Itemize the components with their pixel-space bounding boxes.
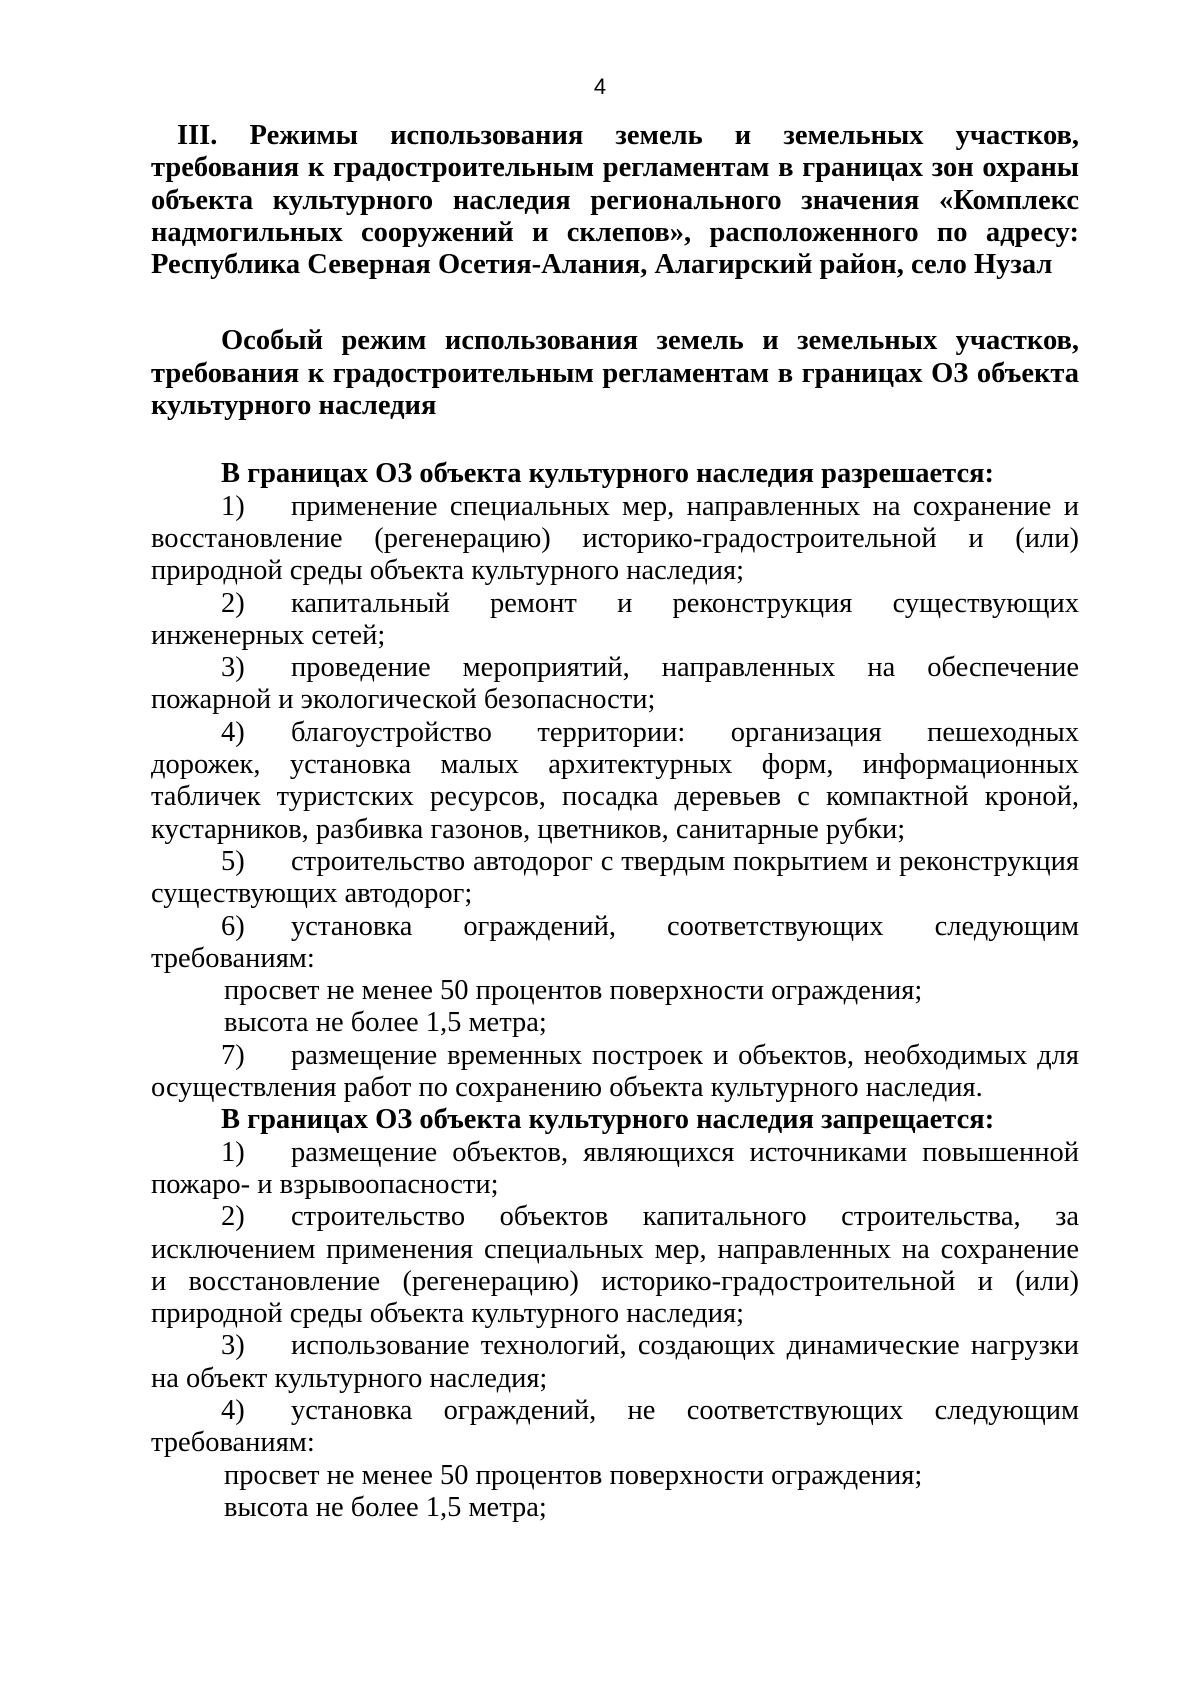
requirement-line: просвет не менее 50 процентов поверхности ограждения; (224, 975, 923, 1007)
item-text: установка ограждений, соответствующих следующим требованиям: (151, 910, 1079, 974)
list-item (151, 1201, 1079, 1330)
prohibited-heading: В границах ОЗ объекта культурного наследия запрещается: (221, 1104, 995, 1136)
requirement-line: высота не более 1,5 метра; (224, 1491, 547, 1523)
page-number: 4 (593, 74, 607, 99)
list-item (151, 588, 1079, 653)
item-number: 3) (221, 1330, 245, 1362)
list-item (151, 911, 1079, 976)
list-item (151, 846, 1079, 911)
item-number: 4) (221, 716, 245, 748)
item-text: установка ограждений, не соответствующих следующим требованиям: (151, 1394, 1079, 1459)
list-item (151, 1040, 1079, 1105)
document-body (151, 120, 1079, 1524)
item-number: 1) (221, 1136, 245, 1168)
list-item (151, 1330, 1079, 1395)
requirement-line: просвет не менее 50 процентов поверхности ограждения; (224, 1459, 923, 1491)
requirement-line: высота не более 1,5 метра; (224, 1007, 547, 1039)
allowed-list (151, 458, 1079, 1104)
item-text: строительство объектов капитального строительства, за исключением применения специальных мер, направленных на сохранение и восстановление (регенерацию) историко-градостроительной и (или) природной среды объекта культурного наследия; (151, 1201, 1079, 1330)
item-number: 4) (221, 1394, 245, 1426)
item-text: размещение объектов, являющихся источниками повышенной пожаро- и взрывоопасности; (151, 1136, 1079, 1200)
item-text: размещение временных построек и объектов, необходимых для осуществления работ по сохранению объекта культурного наследия. (151, 1039, 1079, 1104)
item-number: 1) (221, 490, 245, 522)
subsection-title: Особый режим использования земель и земельных участков, требования к градостроительным регламентам в границах ОЗ объекта культурного наследия (151, 325, 1079, 422)
item-text: проведение мероприятий, направленных на обеспечение пожарной и экологической безопасности; (151, 652, 1079, 716)
item-number: 2) (221, 587, 245, 619)
item-number: 3) (221, 652, 245, 684)
list-item (151, 652, 1079, 717)
list-item (151, 1137, 1079, 1202)
item-number: 7) (221, 1039, 245, 1071)
item-number: 2) (221, 1201, 245, 1233)
item-text: капитальный ремонт и реконструкция существующих инженерных сетей; (151, 587, 1079, 651)
list-item (151, 717, 1079, 846)
list-item (151, 491, 1079, 588)
item-number: 6) (221, 910, 245, 942)
section-title: III. Режимы использования земель и земельных участков, требования к градостроительным регламентам в границах зон охраны объекта культурного наследия регионального значения «Комплекс надмогильных сооружений и склепов», расположенного по адресу: Республика Северная Осетия-Алания, Алагирский район, село Нузал (151, 120, 1079, 281)
prohibited-list (151, 1104, 1079, 1524)
item-text: благоустройство территории: организация пешеходных дорожек, установка малых архитектурных форм, информационных табличек туристских ресурсов, посадка деревьев с компактной кроной, кустарников, разбивка газонов, цветников, санитарные рубки; (151, 716, 1079, 845)
allowed-heading: В границах ОЗ объекта культурного наследия разрешается: (221, 458, 995, 490)
item-text: строительство автодорог с твердым покрытием и реконструкция существующих автодорог; (151, 845, 1079, 910)
item-text: использование технологий, создающих динамические нагрузки на объект культурного наследия; (151, 1330, 1079, 1394)
list-item (151, 1395, 1079, 1460)
item-text: применение специальных мер, направленных на сохранение и восстановление (регенерацию) историко-градостроительной и (или) природной среды объекта культурного наследия; (151, 490, 1079, 587)
item-number: 5) (221, 845, 245, 877)
